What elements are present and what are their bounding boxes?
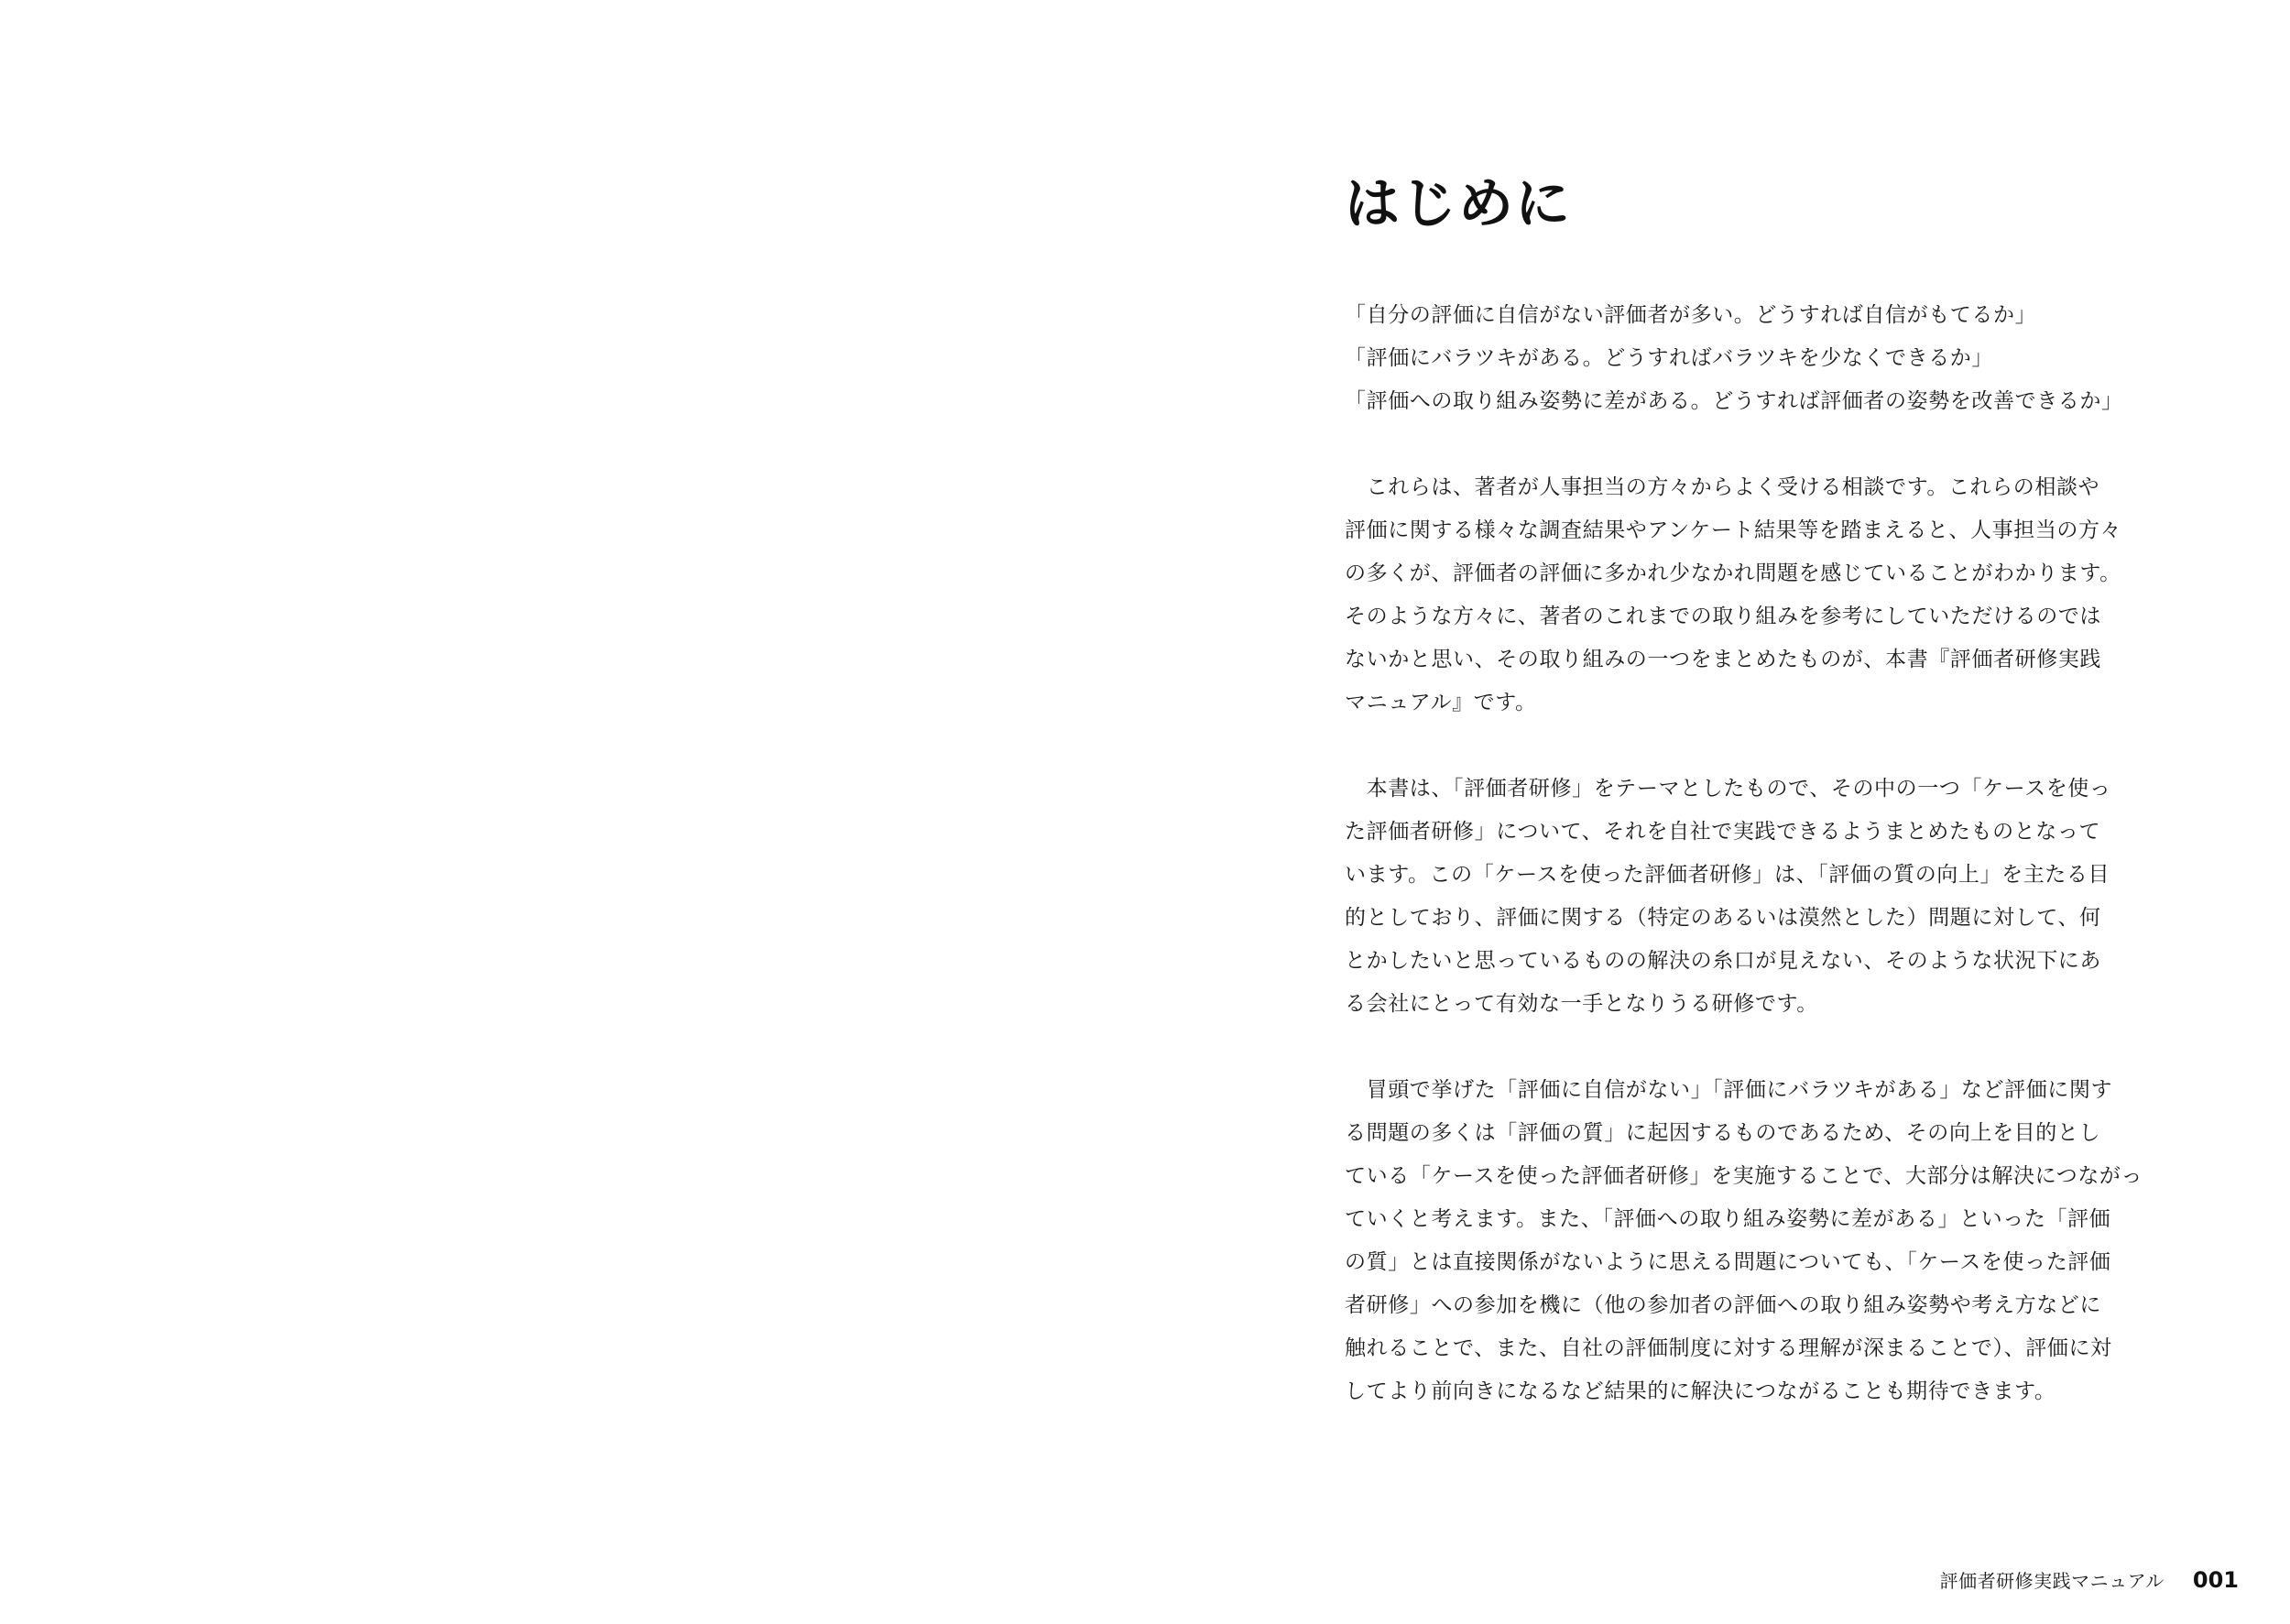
text-line: 冒頭で挙げた「評価に自信がない」「評価にバラツキがある」など評価に関す [1345,1078,2113,1102]
paragraph-gap [1345,1026,2187,1069]
text-line: の多くが、評価者の評価に多かれ少なかれ問題を感じていることがわかります。 [1345,561,2121,585]
text-line: ないかと思い、その取り組みの一つをまとめたものが、本書『評価者研修実践 [1345,648,2101,671]
text-line: 触れることで、また、自社の評価制度に対する理解が深まることで）、評価に対 [1345,1336,2112,1360]
running-title: 評価者研修実践マニュアル [1939,1570,2165,1592]
paragraph-2 [1345,466,2187,725]
text-line: 「評価にバラツキがある。どうすればバラツキを少なくできるか」 [1345,346,1993,370]
text-line: 「評価への取り組み姿勢に差がある。どうすれば評価者の姿勢を改善できるか」 [1345,389,2123,413]
text-line: 本書は、「評価者研修」をテーマとしたもので、その中の一つ「ケースを使っ [1345,777,2111,801]
text-line: ていくと考えます。また、「評価への取り組み姿勢に差がある」といった「評価 [1345,1207,2111,1231]
paragraph-4 [1345,1069,2187,1413]
text-line: 「自分の評価に自信がない評価者が多い。どうすれば自信がもてるか」 [1345,303,2037,327]
text-line: た評価者研修」について、それを自社で実践できるようまとめたものとなって [1345,820,2101,844]
text-line: してより前向きになるなど結果的に解決につながることも期待できます。 [1345,1379,2056,1403]
text-line: 評価に関する様々な調査結果やアンケート結果等を踏まえると、人事担当の方々 [1345,518,2122,542]
text-line: そのような方々に、著者のこれまでの取り組みを参考にしていただけるのでは [1345,605,2101,628]
page-heading: はじめに [1345,172,1572,236]
text-line: る会社にとって有効な一手となりうる研修です。 [1345,992,1818,1016]
page-footer [1940,1562,2239,1598]
text-line: 的としており、評価に関する（特定のあるいは漠然とした）問題に対して、何 [1345,906,2101,930]
page-number: 001 [2192,1567,2239,1593]
body-text [1345,294,2187,1413]
text-line: る問題の多くは「評価の質」に起因するものであるため、その向上を目的とし [1345,1121,2101,1145]
text-line: の質」とは直接関係がないように思える問題についても、「ケースを使った評価 [1345,1250,2111,1274]
text-line: これらは、著者が人事担当の方々からよく受ける相談です。これらの相談や [1345,475,2100,499]
text-line: 者研修」への参加を機に（他の参加者の評価への取り組み姿勢や考え方などに [1345,1293,2101,1317]
text-line: います。この「ケースを使った評価者研修」は、「評価の質の向上」を主たる目 [1345,863,2110,887]
paragraph-gap [1345,725,2187,768]
text-line: とかしたいと思っているものの解決の糸口が見えない、そのような状況下にあ [1345,949,2101,973]
paragraph-3 [1345,768,2187,1026]
text-line: ている「ケースを使った評価者研修」を実施することで、大部分は解決につながっ [1345,1164,2143,1188]
paragraph-gap [1345,423,2187,466]
text-line: マニュアル』です。 [1345,691,1537,714]
paragraph-1 [1345,294,2187,423]
